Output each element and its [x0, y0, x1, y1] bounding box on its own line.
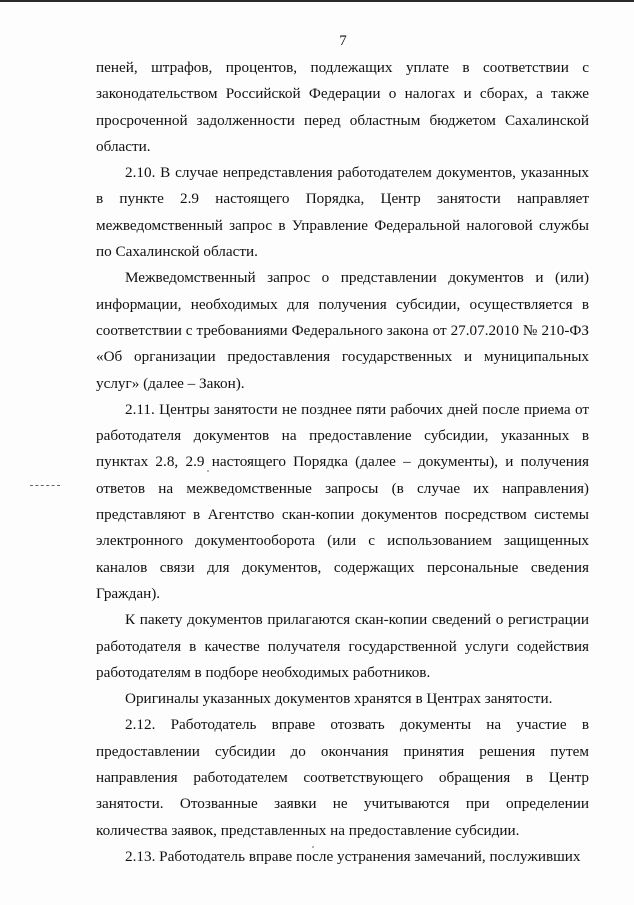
paragraph-originals: Оригиналы указанных документов хранятся в Центрах занятости.: [125, 690, 553, 708]
paragraph-2-11: 2.11. Центры занятости не позднее пяти рабочих дней после приема от работодателя документов на предоставление субсидии, указанных в пунктах 2.8, 2.9 настоящего Порядка (далее – документы), и получения ответов на межведомственные запросы (в случае их направления) представляют в Агентство скан-копии документов посредством системы электронного документооборота (или с использованием защищенных каналов связи для документов, содержащих персональные сведения Граждан).: [96, 400, 589, 602]
paragraph-document-package: К пакету документов прилагаются скан-копии сведений о регистрации работодателя в качестве получателя государственной услуги содействия работодателям в подборе необходимых работников.: [96, 611, 589, 681]
page-number: 7: [339, 33, 347, 49]
margin-scan-mark: [30, 485, 60, 486]
paragraph-2-10: 2.10. В случае непредставления работодателем документов, указанных в пункте 2.9 настоящего Порядка, Центр занятости направляет межведомственный запрос в Управление Федеральной налоговой службы по Сахалинской области.: [96, 164, 589, 261]
scan-top-edge: [0, 0, 634, 2]
scan-speck: [312, 846, 314, 848]
document-body: [96, 55, 589, 870]
paragraph-2-12: 2.12. Работодатель вправе отозвать документы на участие в предоставлении субсидии до окончания принятия решения путем направления работодателем соответствующего обращения в Центр занятости. Отозванные заявки не учитываются при определении количества заявок, представленных на предоставление субсидии.: [96, 716, 589, 839]
scan-speck: [207, 470, 209, 472]
paragraph-2-13: 2.13. Работодатель вправе после устранения замечаний, послуживших: [125, 847, 581, 865]
paragraph-interagency-request: Межведомственный запрос о представлении документов и (или) информации, необходимых для получения субсидии, осуществляется в соответствии с требованиями Федерального закона от 27.07.2010 № 210-ФЗ «Об организации предоставления государственных и муниципальных услуг» (далее – Закон).: [96, 269, 589, 392]
paragraph-continuation: пеней, штрафов, процентов, подлежащих уплате в соответствии с законодательством Российской Федерации о налогах и сборах, а также просроченной задолженности перед областным бюджетом Сахалинской области.: [96, 59, 589, 155]
